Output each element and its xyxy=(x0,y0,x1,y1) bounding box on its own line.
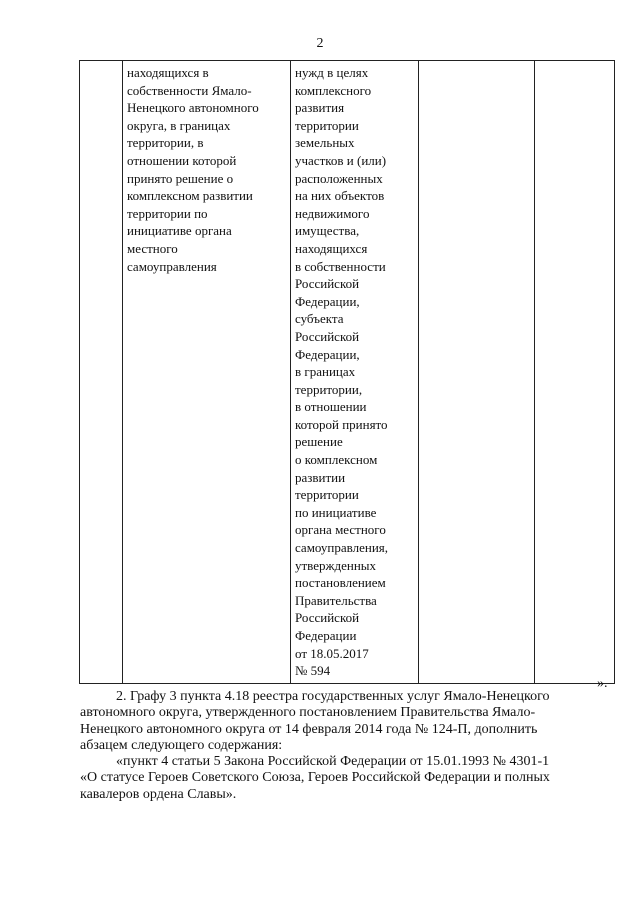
cell-line: Федерации, xyxy=(295,346,360,362)
table-cell-col1 xyxy=(80,61,123,684)
cell-line: находящихся xyxy=(295,240,368,256)
cell-line: находящихся в xyxy=(127,65,209,80)
cell-line: решение xyxy=(295,434,343,450)
cell-line: Ненецкого автономного xyxy=(127,100,259,116)
table-closing-mark: ». xyxy=(597,676,608,691)
table-row xyxy=(80,61,615,684)
table-cell-col2 xyxy=(123,61,291,684)
paragraph-line: кавалеров ордена Славы». xyxy=(80,786,237,802)
cell-line: самоуправления, xyxy=(295,540,389,556)
table-cell-col5 xyxy=(535,61,615,684)
cell-line: территории по xyxy=(127,205,208,221)
cell-line: комплексного xyxy=(295,82,372,98)
amendment-paragraph xyxy=(80,689,613,754)
cell-line: Федерации, xyxy=(295,293,360,309)
cell-line: в границах xyxy=(295,364,356,380)
cell-line: которой принято xyxy=(295,416,388,432)
cell-line: округа, в границах xyxy=(127,117,231,133)
cell-line: в собственности xyxy=(295,258,386,274)
cell-line: постановлением xyxy=(295,575,386,591)
cell-line: Российской xyxy=(295,276,360,292)
cell-line: № 594 xyxy=(295,663,331,679)
cell-line: недвижимого xyxy=(295,205,370,221)
cell-line: развитии xyxy=(295,469,346,485)
cell-line: Федерации xyxy=(295,628,357,643)
cell-line: территории, в xyxy=(127,135,204,151)
cell-line: субъекта xyxy=(295,311,344,327)
cell-line: комплексном развитии xyxy=(127,188,253,204)
paragraph-line: 2. Графу 3 пункта 4.18 реестра государственных услуг Ямало-Ненецкого xyxy=(116,689,550,704)
cell-line: от 18.05.2017 xyxy=(295,645,369,661)
cell-line: Правительства xyxy=(295,592,377,608)
cell-line: территории, xyxy=(295,381,363,397)
cell-line: на них объектов xyxy=(295,188,385,204)
cell-line: инициативе органа xyxy=(127,223,232,239)
paragraph-line: автономного округа, утвержденного постановлением Правительства Ямало- xyxy=(80,705,536,721)
cell-line: принято решение о xyxy=(127,170,234,186)
cell-line: в отношении xyxy=(295,399,367,415)
cell-line: территории xyxy=(295,487,359,503)
table-cell-col4 xyxy=(419,61,535,684)
cell-line: о комплексном xyxy=(295,452,378,468)
paragraph-line: абзацем следующего содержания: xyxy=(80,737,283,753)
cell-line: территории xyxy=(295,117,359,133)
table-cell-col3 xyxy=(291,61,419,684)
cell-line: местного xyxy=(127,240,178,256)
cell-line: органа местного xyxy=(295,522,386,538)
cell-line: участков и (или) xyxy=(295,152,387,168)
cell-line: по инициативе xyxy=(295,504,377,520)
cell-line: развития xyxy=(295,100,345,116)
cell-line: собственности Ямало- xyxy=(127,82,252,98)
paragraph-line: Ненецкого автономного округа от 14 февраля 2014 года № 124-П, дополнить xyxy=(80,721,538,737)
cell-line: расположенных xyxy=(295,170,383,186)
cell-line: самоуправления xyxy=(127,258,217,274)
cell-line: земельных xyxy=(295,135,355,151)
page-number: 2 xyxy=(316,36,324,51)
cell-line: утвержденных xyxy=(295,557,377,573)
paragraph-line: «О статусе Героев Советского Союза, Героев Российской Федерации и полных xyxy=(80,770,550,786)
paragraph-line: «пункт 4 статьи 5 Закона Российской Федерации от 15.01.1993 № 4301-1 xyxy=(116,754,550,769)
cell-line: отношении которой xyxy=(127,152,237,168)
cell-line: Российской xyxy=(295,610,360,626)
cell-line: нужд в целях xyxy=(295,65,369,80)
cell-line: имущества, xyxy=(295,223,360,239)
cell-line: Российской xyxy=(295,328,360,344)
registry-table xyxy=(79,60,615,684)
quoted-paragraph xyxy=(80,754,613,803)
